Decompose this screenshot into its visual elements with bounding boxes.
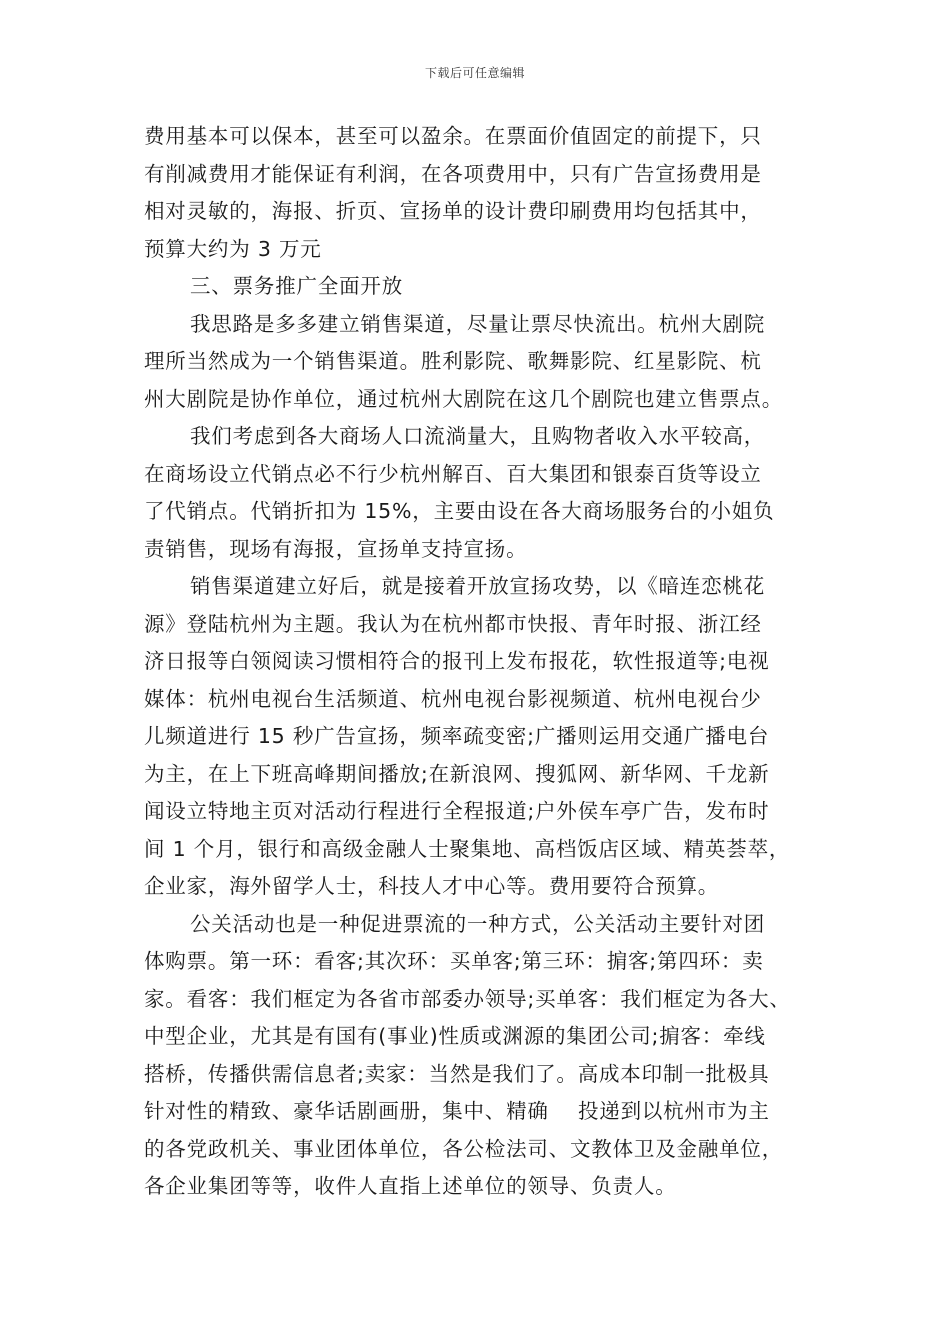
text-line: 理所当然成为一个销售渠道。胜利影院、歌舞影院、红星影院、杭 [144, 349, 762, 373]
document-body [144, 118, 812, 1206]
text-line: 搭桥，传播供需信息者;卖家：当然是我们了。高成本印制一批极具 [144, 1061, 770, 1086]
text-line: 有削减费用才能保证有利润，在各项费用中，只有广告宣扬费用是 [144, 161, 762, 186]
text-line: 源》登陆杭州为主题。我认为在杭州都市快报、青年时报、浙江经 [144, 611, 762, 636]
text-line: 家。看客：我们框定为各省市部委办领导;买单客：我们框定为各大、 [144, 986, 791, 1011]
text-line: 了代销点。代销折扣为 15%，主要由设在各大商场服务台的小姐负 [144, 499, 775, 523]
text-line: 济日报等白领阅读习惯相符合的报刊上发布报花，软性报道等;电视 [144, 649, 770, 673]
text-line: 三、票务推广全面开放 [190, 274, 403, 298]
text-line: 的各党政机关、事业团体单位，各公检法司、文教体卫及金融单位， [144, 1136, 783, 1161]
text-line: 体购票。第一环：看客;其次环：买单客;第三环：掮客;第四环：卖 [144, 949, 764, 973]
text-line: 预算大约为 3 万元 [144, 236, 322, 261]
text-line: 媒体：杭州电视台生活频道、杭州电视台影视频道、杭州电视台少 [144, 686, 762, 711]
text-line: 为主，在上下班高峰期间播放;在新浪网、搜狐网、新华网、千龙新 [144, 761, 770, 786]
page-header: 下载后可任意编辑 [424, 66, 525, 80]
text-line: 相对灵敏的，海报、折页、宣扬单的设计费印刷费用均包括其中， [144, 199, 762, 223]
text-line: 公关活动也是一种促进票流的一种方式，公关活动主要针对团 [190, 911, 766, 936]
text-line: 在商场设立代销点必不行少杭州解百、百大集团和银泰百货等设立 [144, 461, 762, 486]
text-line: 我思路是多多建立销售渠道，尽量让票尽快流出。杭州大剧院 [190, 311, 766, 336]
text-line: 各企业集团等等，收件人直指上述单位的领导、负责人。 [144, 1174, 677, 1198]
text-line: 销售渠道建立好后，就是接着开放宣扬攻势，以《暗连恋桃花 [190, 574, 766, 598]
text-line: 儿频道进行 15 秒广告宣扬，频率疏变密;广播则运用交通广播电台 [144, 724, 770, 748]
text-line: 企业家，海外留学人士，科技人才中心等。费用要符合预算。 [144, 874, 720, 898]
text-line: 费用基本可以保本，甚至可以盈余。在票面价值固定的前提下，只 [144, 124, 762, 148]
text-line: 中型企业，尤其是有国有(事业)性质或渊源的集团公司;掮客：牵线 [144, 1024, 766, 1048]
text-line: 州大剧院是协作单位，通过杭州大剧院在这几个剧院也建立售票点。 [144, 386, 783, 411]
text-line: 责销售，现场有海报，宣扬单支持宣扬。 [144, 536, 528, 561]
text-line: 间 1 个月，银行和高级金融人士聚集地、高档饭店区域、精英荟萃， [144, 836, 791, 861]
text-line: 针对性的精致、豪华话剧画册，集中、精确 投递到以杭州市为主 [144, 1099, 770, 1123]
text-line: 闻设立特地主页对活动行程进行全程报道;户外侯车亭广告，发布时 [144, 799, 770, 823]
text-line: 我们考虑到各大商场人口流淌量大，且购物者收入水平较高， [190, 424, 766, 448]
